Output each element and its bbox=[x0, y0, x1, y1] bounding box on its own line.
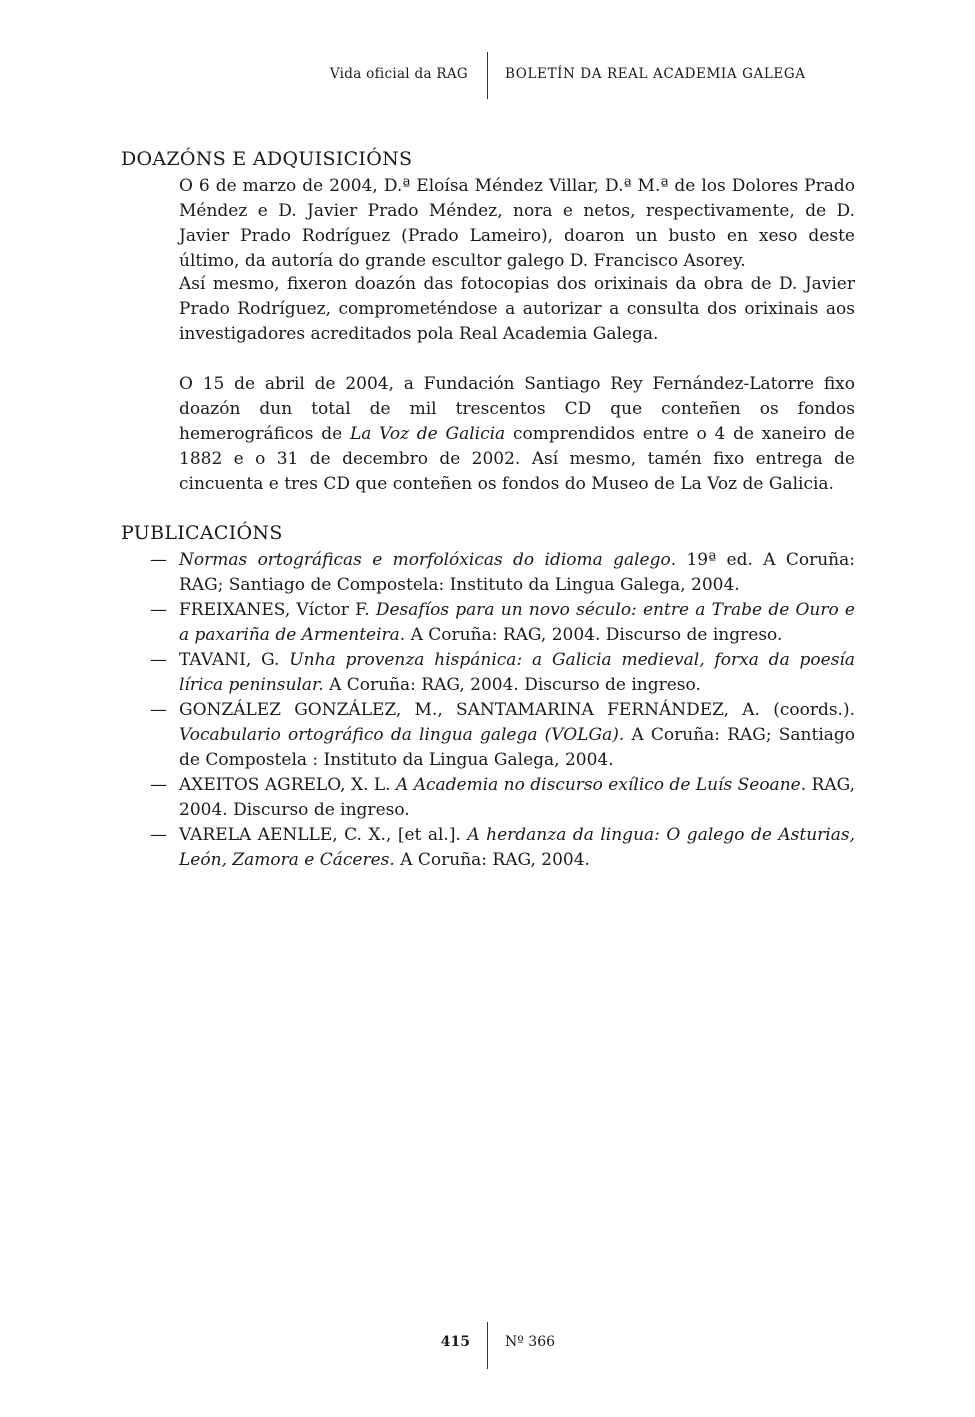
entry-text bbox=[179, 773, 855, 823]
entry-text bbox=[179, 648, 855, 698]
entry-details: A Coruña: RAG, 2004. Discurso de ingreso. bbox=[405, 625, 783, 645]
page-number: 415 bbox=[440, 1334, 470, 1350]
entry-text bbox=[179, 598, 855, 648]
publication-entry bbox=[150, 598, 855, 648]
newspaper-title: La Voz de Galicia bbox=[349, 424, 506, 444]
entry-author: VARELA AENLLE, C. X., [et al.]. bbox=[179, 825, 468, 845]
em-dash: — bbox=[150, 700, 167, 720]
em-dash: — bbox=[150, 550, 167, 570]
entry-title: Desafíos para un novo século: entre a Trabe de Ouro e a paxariña de Armenteira. bbox=[179, 600, 855, 645]
entry-details: A Coruña: RAG; Santiago de Compostela : Instituto da Lingua Galega, 2004. bbox=[179, 725, 856, 770]
publications-heading: PUBLICACIÓNS bbox=[121, 522, 283, 544]
entry-author: GONZÁLEZ GONZÁLEZ, M., SANTAMARINA FERNÁNDEZ, A. (coords.). bbox=[179, 700, 855, 720]
entry-details: A Coruña: RAG, 2004. Discurso de ingreso. bbox=[323, 675, 701, 695]
paragraph-text: O 15 de abril de 2004, a Fundación Santiago Rey Fernández-Latorre fixo doazón dun total de mil trescentos CD que conteñen os fondos hemerográficos de bbox=[179, 374, 855, 444]
entry-title: Vocabulario ortográfico da lingua galega (VOLGa). bbox=[179, 725, 625, 745]
entry-author: AXEITOS AGRELO, X. L. bbox=[179, 775, 396, 795]
em-dash: — bbox=[150, 775, 167, 795]
paragraph-text: comprendidos entre o 4 de xaneiro de 1882 e o 31 de decembro de 2002. Así mesmo, tamén fixo entrega de cincuenta e tres CD que conteñen os fondos do Museo de La Voz de Galicia. bbox=[179, 424, 855, 494]
em-dash: — bbox=[150, 825, 167, 845]
entry-title: Unha provenza hispánica: a Galicia medieval, forxa da poesía lírica peninsular. bbox=[179, 650, 856, 695]
entry-author: TAVANI, G. bbox=[179, 650, 290, 670]
publication-entry bbox=[150, 698, 855, 773]
issue-number: Nº 366 bbox=[505, 1334, 556, 1350]
entry-author: FREIXANES, Víctor F. bbox=[179, 600, 376, 620]
entry-details: . 19ª ed. A Coruña: RAG; Santiago de Compostela: Instituto da Lingua Galega, 2004. bbox=[179, 550, 855, 595]
entry-text bbox=[179, 548, 855, 598]
entry-title: A herdanza da lingua: O galego de Asturias, León, Zamora e Cáceres. bbox=[179, 825, 855, 870]
publication-entry bbox=[150, 773, 855, 823]
em-dash: — bbox=[150, 650, 167, 670]
entry-details: RAG, 2004. Discurso de ingreso. bbox=[179, 775, 855, 820]
entry-text bbox=[179, 823, 855, 873]
em-dash: — bbox=[150, 600, 167, 620]
header-divider bbox=[487, 52, 488, 99]
entry-details: A Coruña: RAG, 2004. bbox=[394, 850, 590, 870]
footer-divider bbox=[487, 1322, 488, 1369]
running-header bbox=[0, 52, 975, 100]
entry-title: Normas ortográficas e morfolóxicas do idioma galego bbox=[179, 550, 671, 570]
entry-title: A Academia no discurso exílico de Luís Seoane. bbox=[396, 775, 807, 795]
donations-heading: DOAZÓNS E ADQUISICIÓNS bbox=[121, 148, 413, 170]
publications-list bbox=[150, 548, 855, 873]
donation-paragraph bbox=[179, 372, 855, 497]
publication-entry bbox=[150, 823, 855, 873]
publication-entry bbox=[150, 548, 855, 598]
page-footer bbox=[0, 1322, 975, 1370]
entry-text bbox=[179, 698, 855, 773]
publication-entry bbox=[150, 648, 855, 698]
donation-paragraph: Así mesmo, fixeron doazón das fotocopias dos orixinais da obra de D. Javier Prado Rodríguez, comprometéndose a autorizar a consulta dos orixinais aos investigadores acreditados pola Real Academia Galega. bbox=[179, 274, 855, 344]
donation-paragraph: O 6 de marzo de 2004, D.ª Eloísa Méndez Villar, D.ª M.ª de los Dolores Prado Méndez e D. Javier Prado Méndez, nora e netos, respectivamente, de D. Javier Prado Rodríguez (Prado Lameiro), doaron un busto en xeso deste último, da autoría do grande escultor galego D. Francisco Asorey. bbox=[179, 176, 855, 271]
section-name: Vida oficial da RAG bbox=[329, 66, 468, 82]
journal-title: BOLETÍN DA REAL ACADEMIA GALEGA bbox=[505, 66, 806, 82]
